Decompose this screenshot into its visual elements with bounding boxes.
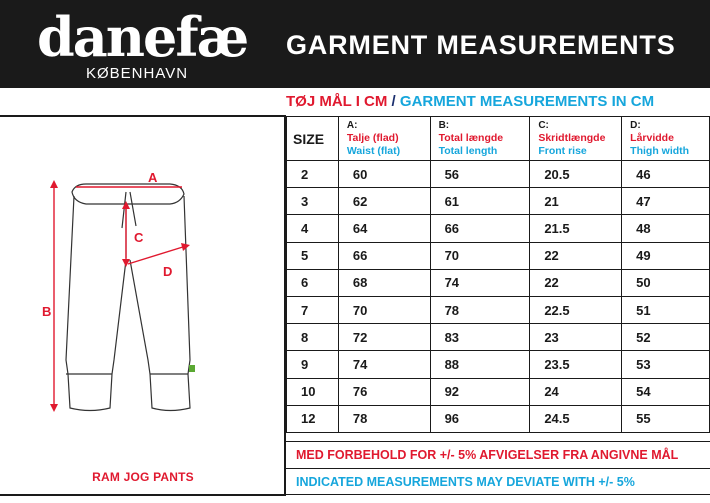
pants-diagram	[30, 170, 210, 425]
size-cell: 7	[287, 296, 339, 323]
size-cell: 2	[287, 161, 339, 188]
rise-cell: 21.5	[530, 215, 622, 242]
disclaimer-english: INDICATED MEASUREMENTS MAY DEVIATE WITH +/- 5%	[286, 468, 710, 495]
column-letter: A:	[346, 119, 358, 131]
thigh-cell: 55	[622, 405, 710, 432]
column-header-d	[622, 117, 710, 161]
column-danish: Talje (flad)	[346, 131, 399, 144]
brand-logo: danefæ	[37, 5, 248, 69]
thigh-cell: 54	[622, 378, 710, 405]
table-row	[287, 324, 710, 351]
label-a: A	[148, 170, 158, 185]
header-bar	[0, 0, 710, 88]
length-cell: 78	[430, 296, 530, 323]
thigh-cell: 52	[622, 324, 710, 351]
rise-cell: 21	[530, 188, 622, 215]
thigh-cell: 51	[622, 296, 710, 323]
column-letter: B:	[438, 119, 450, 131]
rise-cell: 22.5	[530, 296, 622, 323]
label-b: B	[42, 304, 52, 319]
subheading-separator: /	[387, 93, 400, 110]
size-column-header: SIZE	[287, 117, 339, 161]
waist-cell: 68	[338, 269, 430, 296]
length-cell: 74	[430, 269, 530, 296]
measure-b-arrow-bottom	[50, 404, 58, 412]
length-cell: 92	[430, 378, 530, 405]
column-header-a	[338, 117, 430, 161]
table-row	[287, 215, 710, 242]
column-english: Waist (flat)	[346, 144, 401, 157]
right-leg-outline	[130, 196, 190, 411]
length-cell: 88	[430, 351, 530, 378]
measure-c-arrow-top	[122, 201, 130, 209]
subheading-danish: TØJ MÅL I CM	[286, 93, 388, 110]
size-cell: 12	[287, 405, 339, 432]
rise-cell: 24	[530, 378, 622, 405]
column-english: Thigh width	[630, 144, 690, 157]
column-danish: Total længde	[438, 131, 504, 144]
brand-city: KØBENHAVN	[86, 65, 189, 82]
length-cell: 83	[430, 324, 530, 351]
thigh-cell: 53	[622, 351, 710, 378]
waist-cell: 62	[338, 188, 430, 215]
measure-d-line	[128, 246, 186, 264]
length-cell: 66	[430, 215, 530, 242]
waist-cell: 76	[338, 378, 430, 405]
waist-cell: 78	[338, 405, 430, 432]
length-cell: 56	[430, 161, 530, 188]
length-cell: 70	[430, 242, 530, 269]
table-row	[287, 242, 710, 269]
column-header-b	[430, 117, 530, 161]
left-leg-outline	[66, 196, 126, 411]
waist-cell: 70	[338, 296, 430, 323]
rise-cell: 22	[530, 242, 622, 269]
waist-cell: 72	[338, 324, 430, 351]
measure-b-arrow-top	[50, 180, 58, 188]
size-cell: 6	[287, 269, 339, 296]
subheading-english: GARMENT MEASUREMENTS IN CM	[399, 93, 655, 110]
column-english: Total length	[438, 144, 498, 157]
thigh-cell: 48	[622, 215, 710, 242]
table-row	[287, 405, 710, 432]
thigh-cell: 47	[622, 188, 710, 215]
table-row	[287, 161, 710, 188]
size-cell: 10	[287, 378, 339, 405]
column-english: Front rise	[538, 144, 587, 157]
thigh-cell: 46	[622, 161, 710, 188]
rise-cell: 23.5	[530, 351, 622, 378]
measurement-table	[286, 116, 710, 433]
drawstring	[122, 192, 136, 228]
size-cell: 3	[287, 188, 339, 215]
waist-cell: 60	[338, 161, 430, 188]
table-row	[287, 188, 710, 215]
label-c: C	[134, 230, 144, 245]
waist-cell: 74	[338, 351, 430, 378]
table-header-row	[287, 117, 710, 161]
rise-cell: 23	[530, 324, 622, 351]
subheading	[286, 92, 710, 112]
table-row	[287, 351, 710, 378]
label-d: D	[163, 264, 173, 279]
rise-cell: 20.5	[530, 161, 622, 188]
disclaimer-danish: MED FORBEHOLD FOR +/- 5% AFVIGELSER FRA ANGIVNE MÅL	[286, 441, 710, 468]
size-cell: 8	[287, 324, 339, 351]
column-letter: D:	[630, 119, 641, 131]
thigh-cell: 50	[622, 269, 710, 296]
size-cell: 4	[287, 215, 339, 242]
brand-tag	[189, 365, 195, 372]
length-cell: 96	[430, 405, 530, 432]
column-letter: C:	[538, 119, 549, 131]
waist-cell: 64	[338, 215, 430, 242]
table-row	[287, 296, 710, 323]
size-cell: 9	[287, 351, 339, 378]
column-danish: Lårvidde	[630, 131, 674, 144]
rise-cell: 24.5	[530, 405, 622, 432]
table-row	[287, 378, 710, 405]
size-cell: 5	[287, 242, 339, 269]
column-danish: Skridtlængde	[538, 131, 606, 144]
table-row	[287, 269, 710, 296]
waist-cell: 66	[338, 242, 430, 269]
column-header-c	[530, 117, 622, 161]
thigh-cell: 49	[622, 242, 710, 269]
measure-c-arrow-bottom	[122, 259, 130, 267]
page-title: GARMENT MEASUREMENTS	[286, 30, 676, 60]
product-name: RAM JOG PANTS	[92, 470, 194, 484]
length-cell: 61	[430, 188, 530, 215]
rise-cell: 22	[530, 269, 622, 296]
